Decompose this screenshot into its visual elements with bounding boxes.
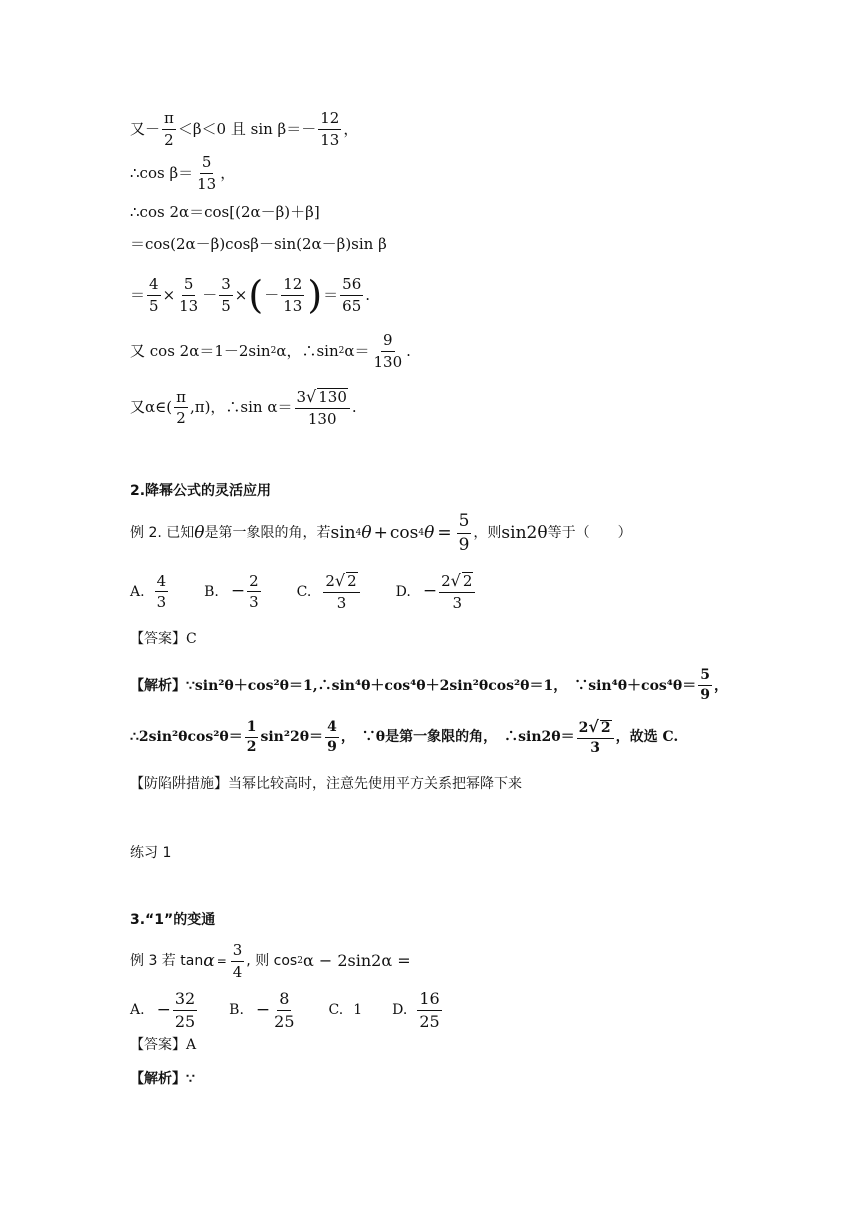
option-b-label: B. [204, 583, 219, 600]
example-2-analysis-1: 【解析】 ∵sin²θ＋cos²θ＝1,∴sin⁴θ＋cos⁴θ＋2sin²θcos²θ＝1， ∵sin⁴θ＋cos⁴θ＝ $\frac{5}{9}$ ， [130, 667, 729, 704]
option-d-label: D. [392, 1002, 408, 1019]
example-2-answer: 【答案】 C [130, 631, 197, 647]
example-2-analysis-2: ∴2sin²θcos²θ＝ $\frac{1}{2}$ sin²2θ＝ $\frac{4}{9}$ ， ∵θ是第一象限的角， ∴sin2θ＝ $\frac{2√ 2}{3}$ ，故选 C. [130, 717, 679, 757]
option-b-label: B. [229, 1002, 244, 1019]
derivation-line-2: ∴cos β＝ $\frac{5}{13}$ ， [130, 153, 236, 193]
option-b-value: $\frac{8}{25}$ [274, 989, 295, 1031]
option-c-label: C. [296, 583, 312, 600]
option-c-value: 1 [353, 1002, 363, 1019]
example-3-answer: 【答案】 A [130, 1037, 197, 1053]
text: ∴cos 2α＝cos[(2α－β)＋β] [130, 203, 320, 221]
derivation-line-5: ＝ $\frac{4}{5}$ × $\frac{5}{13}$ － $\frac{3}{5}$ × ( － $\frac{12}{13}$ ) ＝ $\frac{56}{65}$ . [130, 273, 371, 317]
section-heading-2: 2.降幂公式的灵活应用 [130, 483, 272, 499]
fraction-pi-over-2: $\frac{\pi}{2}$ [164, 109, 174, 149]
example-3-question: 例 3 若 tan α = $\frac{3}{4}$ , 则 cos 2 α − 2sin2α = [130, 941, 411, 981]
derivation-line-6: 又 cos 2α＝1－2sin 2 α，∴sin 2 α＝ $\frac{9}{130}$ . [130, 331, 411, 371]
example-2-trap-tip: 【防陷阱措施】 当幂比较高时，注意先使用平方关系把幂降下来 [130, 776, 522, 792]
option-a-value: $\frac{32}{25}$ [174, 989, 196, 1031]
option-b-value: $\frac{2}{3}$ [249, 571, 259, 612]
option-d-value: $\frac{2√ 2}{3}$ [439, 572, 475, 611]
fraction-12-over-13: $\frac{12}{13}$ [320, 109, 340, 149]
derivation-line-3 [130, 205, 320, 220]
example-3-options: A. − $\frac{32}{25}$ B. − $\frac{8}{25}$ C. 1 D. $\frac{16}{25}$ [130, 989, 440, 1031]
derivation-line-4 [130, 237, 387, 252]
option-c-value: $\frac{2√ 2}{3}$ [323, 572, 359, 611]
option-c-label: C. [328, 1002, 344, 1019]
practice-label: 练习 1 [130, 845, 172, 861]
fraction: $\frac{5}{13}$ [179, 275, 199, 315]
derivation-line-7: 又α∈( $\frac{\pi}{2}$ ,π)，∴sin α＝ $\frac{3√ 130}{130}$ . [130, 387, 357, 428]
example-2-question: 例 2. 已知 θ 是第一象限的角，若 sin 4 θ + cos 4 θ = $\frac{5}{9}$ ，则 sin2θ 等于（ ） [130, 511, 632, 555]
option-a-value: $\frac{4}{3}$ [156, 571, 167, 612]
fraction: $\frac{3}{5}$ [221, 275, 231, 315]
section-heading-3: 3.“1”的变通 [130, 912, 216, 928]
option-a-label: A. [130, 1002, 145, 1019]
option-d-value: $\frac{16}{25}$ [419, 989, 440, 1031]
example-2-options: A. $\frac{4}{3}$ B. − $\frac{2}{3}$ C. $\frac{2√ 2}{3}$ D. − $\frac{2√ 2}{3}$ [130, 572, 477, 611]
option-d-label: D. [395, 583, 411, 600]
fraction: $\frac{4}{5}$ [149, 275, 159, 315]
fraction: $\frac{5}{9}$ [458, 511, 470, 555]
fraction: $\frac{56}{65}$ [342, 275, 362, 315]
left-paren: ( [248, 273, 264, 317]
derivation-line-1: 又－ $\frac{\pi}{2}$ ＜β＜0 且 sin β＝－ $\frac{12}{13}$ ， [130, 109, 359, 149]
right-paren: ) [307, 273, 323, 317]
fraction: $\frac{5}{9}$ [700, 667, 711, 704]
text: 又－ [130, 119, 161, 138]
fraction-sqrt: $\frac{2√ 2}{3}$ [577, 718, 614, 757]
option-a-label: A. [130, 583, 145, 600]
fraction: $\frac{9}{130}$ [373, 331, 403, 371]
fraction-sqrt: $\frac{3√ 130}{130}$ [295, 388, 350, 427]
fraction: $\frac{5}{13}$ [197, 153, 217, 193]
fraction: $\frac{4}{9}$ [327, 718, 337, 755]
example-3-analysis: 【解析】 ∵ [130, 1071, 195, 1087]
fraction: $\frac{3}{4}$ [232, 941, 243, 981]
text: ＜β＜0 且 sin β＝－ [177, 119, 317, 138]
text: ＝cos(2α－β)cosβ－sin(2α－β)sin β [130, 235, 387, 253]
text: ∴cos β＝ [130, 163, 194, 182]
fraction: $\frac{12}{13}$ [283, 275, 303, 315]
fraction: $\frac{1}{2}$ [246, 718, 257, 755]
fraction: $\frac{\pi}{2}$ [176, 387, 186, 428]
